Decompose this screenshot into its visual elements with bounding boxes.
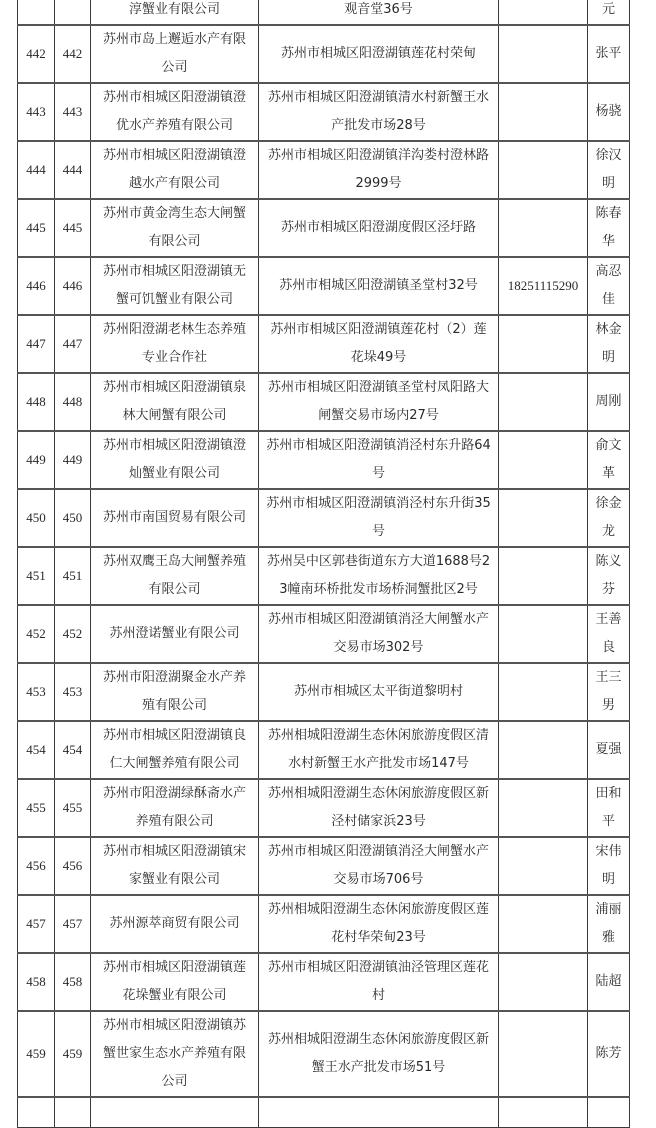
- cell-contact: 徐汉明: [588, 141, 630, 199]
- cell-contact: 陆超: [588, 953, 630, 1011]
- cell-id: 449: [55, 431, 91, 489]
- cell-phone: 18251115290: [499, 257, 588, 315]
- cell-phone: [499, 431, 588, 489]
- cell-id: 451: [55, 547, 91, 605]
- cell-id: 444: [55, 141, 91, 199]
- cell-index: 443: [18, 83, 55, 141]
- cell-phone: [499, 605, 588, 663]
- cell-index: 450: [18, 489, 55, 547]
- cell-company: 苏州市南国贸易有限公司: [91, 489, 259, 547]
- cell-address: 苏州市相城区阳澄湖镇清水村新蟹王水产批发市场28号: [259, 83, 499, 141]
- cell-phone: [499, 489, 588, 547]
- cell-phone: [499, 83, 588, 141]
- cell-index: 453: [18, 663, 55, 721]
- cell-id: 452: [55, 605, 91, 663]
- cell-address: 苏州吴中区郭巷街道东方大道1688号23幢南环桥批发市场桥洞蟹批区2号: [259, 547, 499, 605]
- table-row: [18, 431, 630, 489]
- cell-address: 苏州相城阳澄湖生态休闲旅游度假区新蟹王水产批发市场51号: [259, 1011, 499, 1097]
- table-row: [18, 779, 630, 837]
- cell-company: 苏州市阳澄湖绿酥斋水产养殖有限公司: [91, 779, 259, 837]
- cell-contact: 王善良: [588, 605, 630, 663]
- cell-index: 452: [18, 605, 55, 663]
- cell-contact: 浦丽雅: [588, 895, 630, 953]
- cell-phone: [499, 895, 588, 953]
- cell-phone: [499, 25, 588, 83]
- cell-index: 456: [18, 837, 55, 895]
- table-row: [18, 373, 630, 431]
- cell-id: 454: [55, 721, 91, 779]
- cell-company: 苏州市相城区阳澄湖镇澄灿蟹业有限公司: [91, 431, 259, 489]
- cell-address: 苏州市相城区阳澄湖镇消泾村东升路64号: [259, 431, 499, 489]
- cell-company: 苏州源萃商贸有限公司: [91, 895, 259, 953]
- cell-id: 443: [55, 83, 91, 141]
- cell-address: 苏州相城阳澄湖生态休闲旅游度假区莲花村华荣甸23号: [259, 895, 499, 953]
- cell-company: 苏州市相城区阳澄湖镇宋家蟹业有限公司: [91, 837, 259, 895]
- cell-address: 苏州市相城区太平街道黎明村: [259, 663, 499, 721]
- cell-id: 445: [55, 199, 91, 257]
- cell-id: 455: [55, 779, 91, 837]
- cell-index: 448: [18, 373, 55, 431]
- table-row: [18, 25, 630, 83]
- cell-empty: [55, 1097, 91, 1127]
- cell-index: 442: [18, 25, 55, 83]
- cell-contact: 高忍佳: [588, 257, 630, 315]
- cell-phone: [499, 547, 588, 605]
- table-row: [18, 315, 630, 373]
- table-row: [18, 199, 630, 257]
- cell-address: 苏州市相城区阳澄湖镇消泾大闸蟹水产交易市场302号: [259, 605, 499, 663]
- cell-id: [55, 0, 91, 25]
- cell-company: 淳蟹业有限公司: [91, 0, 259, 25]
- cell-contact: 周刚: [588, 373, 630, 431]
- cell-contact: 陈春华: [588, 199, 630, 257]
- cell-contact: 宋伟明: [588, 837, 630, 895]
- cell-contact: 元: [588, 0, 630, 25]
- cell-company: 苏州市相城区阳澄湖镇澄越水产有限公司: [91, 141, 259, 199]
- cell-phone: [499, 315, 588, 373]
- cell-contact: 夏强: [588, 721, 630, 779]
- cell-index: 458: [18, 953, 55, 1011]
- cell-index: 457: [18, 895, 55, 953]
- table-row: [18, 547, 630, 605]
- table-row: [18, 605, 630, 663]
- cell-phone: [499, 141, 588, 199]
- cell-contact: 陈芳: [588, 1011, 630, 1097]
- cell-phone: [499, 779, 588, 837]
- cell-address: 苏州市相城区阳澄湖镇油泾管理区莲花村: [259, 953, 499, 1011]
- cell-address: 苏州市相城区阳澄湖镇圣堂村凤阳路大闸蟹交易市场内27号: [259, 373, 499, 431]
- cell-address: 苏州相城阳澄湖生态休闲旅游度假区新泾村储家浜23号: [259, 779, 499, 837]
- cell-phone: [499, 953, 588, 1011]
- cell-company: 苏州市相城区阳澄湖镇泉林大闸蟹有限公司: [91, 373, 259, 431]
- cell-index: 451: [18, 547, 55, 605]
- cell-phone: [499, 0, 588, 25]
- cell-id: 458: [55, 953, 91, 1011]
- cell-company: 苏州阳澄湖老林生态养殖专业合作社: [91, 315, 259, 373]
- cell-company: 苏州市阳澄湖聚金水产养殖有限公司: [91, 663, 259, 721]
- cell-id: 459: [55, 1011, 91, 1097]
- cell-company: 苏州市相城区阳澄湖镇良仁大闸蟹养殖有限公司: [91, 721, 259, 779]
- cell-contact: 张平: [588, 25, 630, 83]
- cell-company: 苏州澄诺蟹业有限公司: [91, 605, 259, 663]
- table-row: [18, 895, 630, 953]
- cell-empty: [91, 1097, 259, 1127]
- cell-index: 447: [18, 315, 55, 373]
- cell-contact: 田和平: [588, 779, 630, 837]
- cell-company: 苏州双鹰王岛大闸蟹养殖有限公司: [91, 547, 259, 605]
- cell-contact: 王三男: [588, 663, 630, 721]
- table-row: [18, 489, 630, 547]
- cell-id: 453: [55, 663, 91, 721]
- cell-phone: [499, 373, 588, 431]
- cell-address: 苏州相城阳澄湖生态休闲旅游度假区清水村新蟹王水产批发市场147号: [259, 721, 499, 779]
- cell-id: 442: [55, 25, 91, 83]
- table-row: [18, 83, 630, 141]
- cell-id: 456: [55, 837, 91, 895]
- cell-address: 观音堂36号: [259, 0, 499, 25]
- table-row: [18, 1011, 630, 1097]
- cell-contact: 俞文革: [588, 431, 630, 489]
- cell-empty: [499, 1097, 588, 1127]
- table-row: [18, 953, 630, 1011]
- cell-id: 448: [55, 373, 91, 431]
- cell-index: 455: [18, 779, 55, 837]
- cell-company: 苏州市相城区阳澄湖镇苏蟹世家生态水产养殖有限公司: [91, 1011, 259, 1097]
- cell-company: 苏州市岛上邂逅水产有限公司: [91, 25, 259, 83]
- cell-id: 450: [55, 489, 91, 547]
- cell-index: 446: [18, 257, 55, 315]
- cell-company: 苏州市相城区阳澄湖镇澄优水产养殖有限公司: [91, 83, 259, 141]
- cell-address: 苏州市相城区阳澄湖镇洋沟娄村澄林路2999号: [259, 141, 499, 199]
- table-row: [18, 663, 630, 721]
- cell-index: 445: [18, 199, 55, 257]
- cell-phone: [499, 1011, 588, 1097]
- cell-address: 苏州市相城区阳澄湖镇圣堂村32号: [259, 257, 499, 315]
- cell-index: [18, 0, 55, 25]
- cell-contact: 杨骁: [588, 83, 630, 141]
- cell-index: 444: [18, 141, 55, 199]
- cell-empty: [18, 1097, 55, 1127]
- cell-contact: 林金明: [588, 315, 630, 373]
- cell-phone: [499, 199, 588, 257]
- table-row: [18, 257, 630, 315]
- table-row: [18, 721, 630, 779]
- cell-empty: [259, 1097, 499, 1127]
- cell-index: 454: [18, 721, 55, 779]
- cell-index: 449: [18, 431, 55, 489]
- cell-company: 苏州市相城区阳澄湖镇无蟹可饥蟹业有限公司: [91, 257, 259, 315]
- cell-address: 苏州市相城区阳澄湖度假区泾圩路: [259, 199, 499, 257]
- table-row: [18, 837, 630, 895]
- cell-id: 447: [55, 315, 91, 373]
- cell-index: 459: [18, 1011, 55, 1097]
- cell-company: 苏州市相城区阳澄湖镇莲花垛蟹业有限公司: [91, 953, 259, 1011]
- cell-empty: [588, 1097, 630, 1127]
- cell-address: 苏州市相城区阳澄湖镇消泾大闸蟹水产交易市场706号: [259, 837, 499, 895]
- cell-phone: [499, 721, 588, 779]
- cell-id: 457: [55, 895, 91, 953]
- enterprise-table: [17, 0, 630, 1128]
- cell-address: 苏州市相城区阳澄湖镇莲花村（2）莲花垛49号: [259, 315, 499, 373]
- cell-contact: 陈义芬: [588, 547, 630, 605]
- cell-contact: 徐金龙: [588, 489, 630, 547]
- table-row-partial-bottom: [18, 1097, 630, 1127]
- cell-company: 苏州市黄金湾生态大闸蟹有限公司: [91, 199, 259, 257]
- table-row: [18, 141, 630, 199]
- table-row-partial: [18, 0, 630, 25]
- cell-address: 苏州市相城区阳澄湖镇消泾村东升街35号: [259, 489, 499, 547]
- cell-id: 446: [55, 257, 91, 315]
- cell-address: 苏州市相城区阳澄湖镇莲花村荣甸: [259, 25, 499, 83]
- cell-phone: [499, 663, 588, 721]
- cell-phone: [499, 837, 588, 895]
